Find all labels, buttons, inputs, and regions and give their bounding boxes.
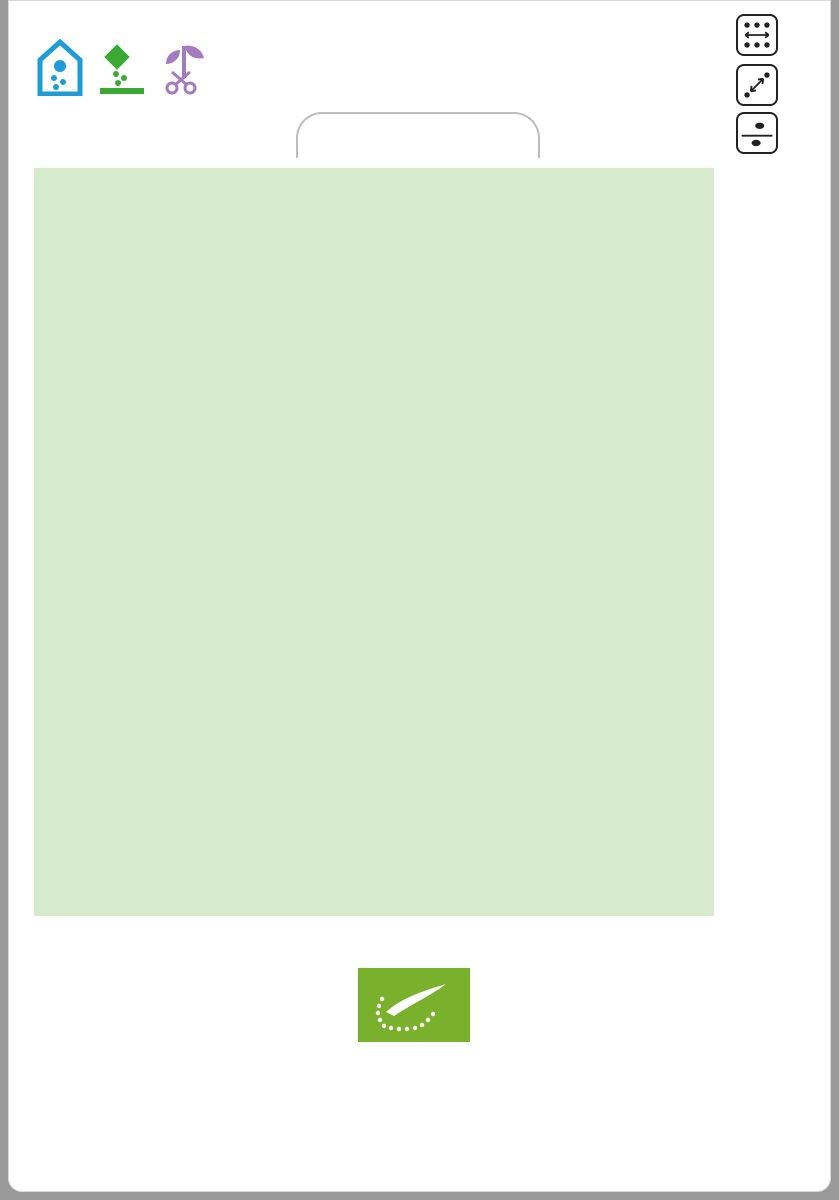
sowing-depth-icon bbox=[736, 112, 778, 154]
spacing-rows-icon bbox=[736, 14, 778, 56]
sowing-icons bbox=[36, 38, 208, 96]
barcode-icon bbox=[744, 160, 784, 370]
eu-organic-logo bbox=[358, 968, 470, 1042]
calendar-months bbox=[210, 14, 630, 36]
hang-hole bbox=[296, 112, 540, 158]
calendar-grid bbox=[210, 36, 630, 92]
sow-outdoor-icon bbox=[98, 38, 146, 96]
harvest-icon bbox=[160, 38, 208, 96]
sow-indoor-icon bbox=[36, 38, 84, 96]
spacing-plants-icon bbox=[736, 64, 778, 106]
description-panel bbox=[34, 168, 714, 916]
